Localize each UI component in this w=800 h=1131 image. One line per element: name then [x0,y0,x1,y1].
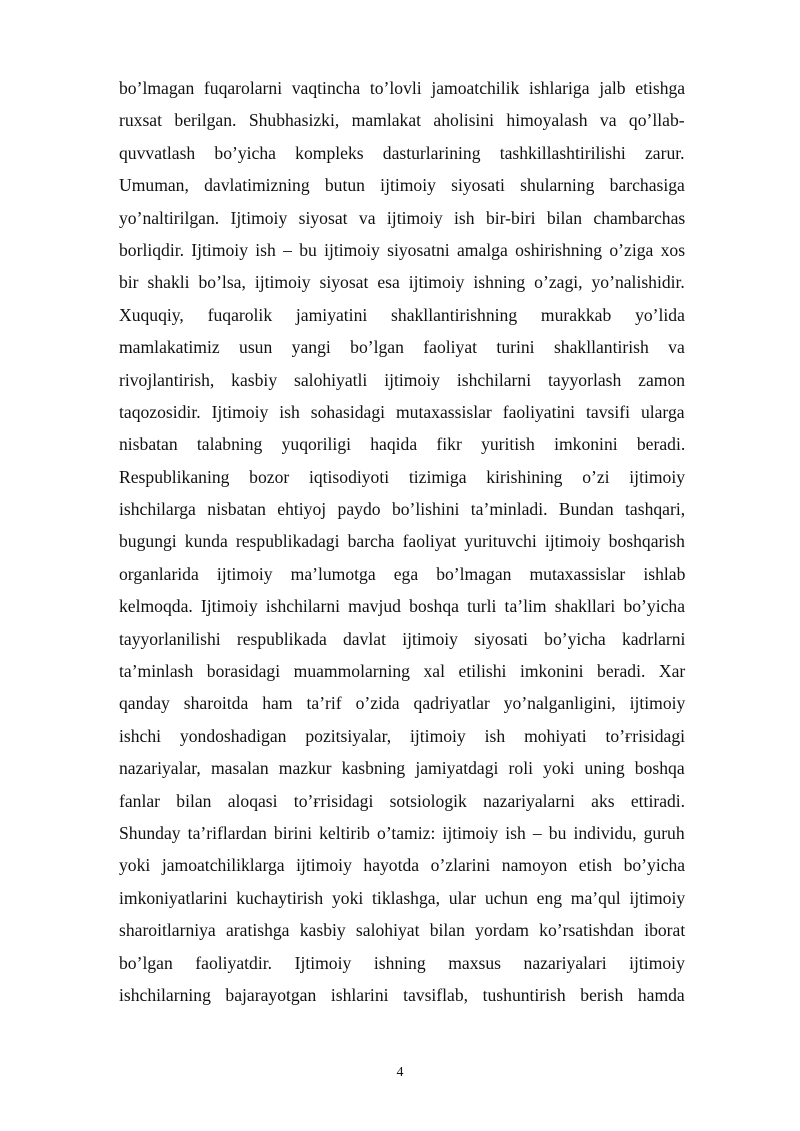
text-line: quvvatlash bo’yicha kompleks dasturlarining tashkillashtirilishi zarur. [119,142,685,163]
text-line: mamlakatimiz usun yangi bo’lgan faoliyat turini shakllantirish va [119,337,685,358]
text-line: yoki jamoatchiliklarga ijtimoiy hayotda o’zlarini namoyon etish bo’yicha [119,855,686,876]
text-line: Shunday ta’riflardan birini keltirib o’tamiz: ijtimoiy ish – bu individu, guruh [119,822,685,843]
text-line: Xuquqiy, fuqarolik jamiyatini shakllantirishning murakkab yo’lida [119,304,685,325]
text-line: ishchilarning bajarayotgan ishlarini tavsiflab, tushuntirish berish hamda [119,984,685,1005]
text-line: kelmoqda. Ijtimoiy ishchilarni mavjud boshqa turli ta’lim shakllari bo’yicha [119,596,686,617]
text-line: yo’naltirilgan. Ijtimoiy siyosat va ijtimoiy ish bir-biri bilan chambarchas [119,207,686,228]
text-line: sharoitlarniya aratishga kasbiy salohiyat bilan yordam ko’rsatishdan iborat [119,920,686,941]
text-line: tayyorlanilishi respublikada davlat ijtimoiy siyosati bo’yicha kadrlarni [119,628,686,649]
text-line: ishchi yondoshadigan pozitsiyalar, ijtimoiy ish mohiyati to’ғrisidagi [119,725,686,746]
page-number: 4 [396,1065,404,1080]
text-line: borliqdir. Ijtimoiy ish – bu ijtimoiy siyosatni amalga oshirishning o’ziga xos [119,239,686,260]
text-line: Umuman, davlatimizning butun ijtimoiy siyosati shularning barchasiga [119,175,685,196]
text-line: bugungi kunda respublikadagi barcha faoliyat yurituvchi ijtimoiy boshqarish [119,531,685,552]
text-line: ruxsat berilgan. Shubhasizki, mamlakat aholisini himoyalash va qo’llab- [119,110,685,131]
text-line: bir shakli bo’lsa, ijtimoiy siyosat esa ijtimoiy ishning o’zagi, yo’nalishidir. [119,272,685,293]
text-line: bo’lgan faoliyatdir. Ijtimoiy ishning maxsus nazariyalari ijtimoiy [119,952,685,973]
text-line: bo’lmagan fuqarolarni vaqtincha to’lovli jamoatchilik ishlariga jalb etishga [119,78,686,98]
text-line: nisbatan talabning yuqoriligi haqida fikr yuritish imkonini beradi. [119,434,686,455]
text-line: ishchilarga nisbatan ehtiyoj paydo bo’lishini ta’minladi. Bundan tashqari, [119,499,686,520]
text-line: nazariyalar, masalan mazkur kasbning jamiyatdagi roli yoki uning boshqa [119,758,685,779]
text-line: rivojlantirish, kasbiy salohiyatli ijtimoiy ishchilarni tayyorlash zamon [119,369,686,390]
text-line: Respublikaning bozor iqtisodiyoti tizimiga kirishining o’zi ijtimoiy [119,466,686,487]
text-line: imkoniyatlarini kuchaytirish yoki tiklashga, ular uchun eng ma’qul ijtimoiy [119,887,686,908]
body-paragraph [119,72,685,1011]
text-line: ta’minlash borasidagi muammolarning xal etilishi imkonini beradi. Xar [119,661,686,682]
text-line: organlarida ijtimoiy ma’lumotga ega bo’lmagan mutaxassislar ishlab [119,563,686,584]
text-line: qanday sharoitda ham ta’rif o’zida qadriyatlar yo’nalganligini, ijtimoiy [119,693,686,714]
text-line: taqozosidir. Ijtimoiy ish sohasidagi mutaxassislar faoliyatini tavsifi ularga [119,401,685,422]
text-line: fanlar bilan aloqasi to’ғrisidagi sotsiologik nazariyalarni aks ettiradi. [119,790,686,811]
